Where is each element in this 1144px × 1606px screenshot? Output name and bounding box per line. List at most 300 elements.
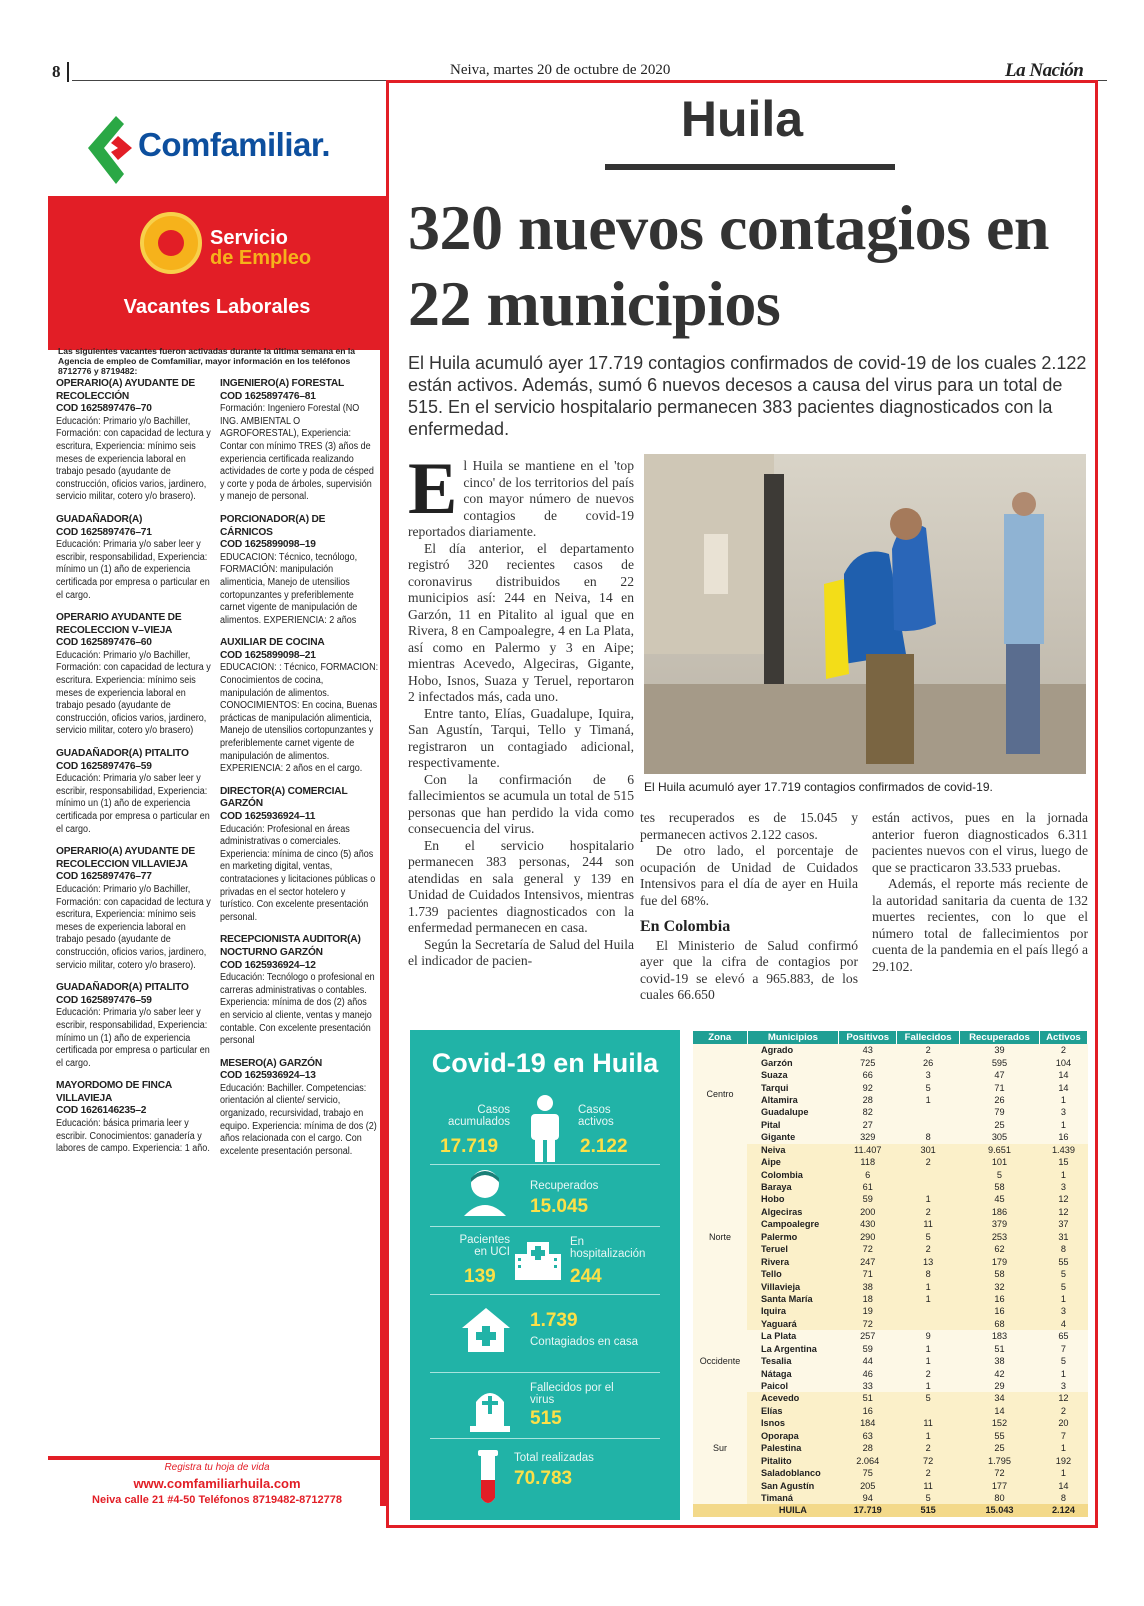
municipality-cell: Pitalito [747,1454,839,1466]
recovered-value: 15.045 [530,1196,589,1217]
value-cell: 28 [839,1094,897,1106]
table-row [693,1106,1088,1118]
icu-label: Pacientes en UCI [459,1234,510,1258]
job-title: MESERO(A) GARZÓN [220,1057,323,1069]
value-cell: 8 [897,1268,960,1280]
table-header-row [693,1031,1088,1044]
job-title: GUADAÑADOR(A) PITALITO [56,982,189,994]
job-desc: Educación: Primaria y/o saber leer y escribir, responsabilidad, Experiencia: mínimo un (1) año de experiencia certificada por empresa o particular en el cargo. [56,773,210,835]
value-cell: 5 [897,1492,960,1504]
infographic-divider [430,1294,660,1295]
job-title: GUADAÑADOR(A) PITALITO [56,748,189,760]
hospital-building-icon [513,1240,563,1280]
value-cell: 1 [1039,1094,1087,1106]
job-listing [220,637,378,776]
value-cell: 19 [839,1305,897,1317]
value-cell: 11 [897,1218,960,1230]
table-row [693,1206,1088,1218]
job-listing [56,514,214,602]
job-desc: Educación: Primario y/o Bachiller, Formación: con capacidad de lectura y escritura. Experiencia: mínimo seis meses de experiencia laboral en trabajo pesado (ayudante de construcción, oficios varios, jardinero, servicio militar, cotero y/o brasero) [56,649,211,737]
table-row [693,1280,1088,1292]
value-cell: 5 [1039,1280,1087,1292]
municipality-cell: Campoalegre [747,1218,839,1230]
job-code: COD 1625936924–12 [220,959,316,971]
value-cell: 7 [1039,1343,1087,1355]
value-cell: 1 [897,1094,960,1106]
value-cell: 200 [839,1206,897,1218]
table-row [693,1305,1088,1317]
value-cell: 2 [897,1156,960,1168]
job-desc: Educación: Primario y/o Bachiller, Formación: con capacidad de lectura y escritura, Experiencia: mínimo seis meses de experiencia laboral en trabajo pesado (ayudante de construcción, oficios varios, jardinero, servicio militar, cotero y/o brasero). [56,415,211,503]
vacancies-title: Vacantes Laborales [123,296,311,318]
value-cell: 62 [960,1243,1040,1255]
article-column-1 [408,448,634,970]
value-cell: 11 [897,1479,960,1491]
municipality-cell: Hobo [747,1193,839,1205]
job-title: OPERARIO AYUDANTE DE RECOLECCION V–VIEJA [56,612,182,636]
municipality-cell: Aipe [747,1156,839,1168]
edition-date: Neiva, martes 20 de octubre de 2020 [450,62,671,78]
lead-paragraph: El Huila acumuló ayer 17.719 contagios confirmados de covid-19 de los cuales 2.122 están activos. Además, sumó 6 nuevos decesos a causa del virus para un total de 515. En el servicio hospitalario permanecen 383 pacientes diagnosticados con la enfermedad. [408,353,1087,439]
value-cell: 71 [960,1081,1040,1093]
hospitalization-value: 244 [570,1266,602,1287]
value-cell: 51 [960,1343,1040,1355]
body-paragraph: tes recuperados es de 15.045 y permanecen activos 2.122 casos. [640,810,858,842]
service-title-line1: Servicio [210,227,288,249]
value-cell: 72 [839,1318,897,1330]
table-row [693,1318,1088,1330]
table-row [693,1255,1088,1267]
table-row [693,1467,1088,1479]
infographic-divider [430,1226,660,1227]
job-desc: Formación: Ingeniero Forestal (NO ING. AMBIENTAL O AGROFORESTAL), Experiencia: Contar con mínimo TRES (3) años de experiencia certificada realizando actividades de corte y poda de césped y corte y poda de árboles, supervisión y manejo de personal. [220,403,374,503]
value-cell: 72 [897,1454,960,1466]
value-cell: 92 [839,1081,897,1093]
job-title: MAYORDOMO DE FINCA VILLAVIEJA [56,1080,172,1104]
municipality-cell: Paicol [747,1380,839,1392]
job-title: INGENIERO(A) FORESTAL [220,378,345,389]
table-header: Municipios [747,1031,839,1044]
value-cell: 152 [960,1417,1040,1429]
value-cell: 38 [960,1355,1040,1367]
value-cell: 45 [960,1193,1040,1205]
value-cell: 26 [897,1056,960,1068]
value-cell: 7 [1039,1430,1087,1442]
value-cell: 1 [1039,1467,1087,1479]
municipality-cell: Altamira [747,1094,839,1106]
job-listing [220,514,378,627]
job-listing [220,934,378,1047]
value-cell: 14 [1039,1479,1087,1491]
value-cell: 1 [897,1430,960,1442]
value-cell: 2 [1039,1405,1087,1417]
table-row [693,1044,1088,1056]
value-cell: 16 [839,1405,897,1417]
value-cell: 12 [1039,1193,1087,1205]
value-cell: 12 [1039,1206,1087,1218]
municipality-cell: Colombia [747,1168,839,1180]
table-header: Recuperados [960,1031,1040,1044]
value-cell: 72 [839,1243,897,1255]
municipality-cell: Acevedo [747,1392,839,1404]
value-cell: 1 [1039,1442,1087,1454]
table-row [693,1168,1088,1180]
body-paragraph: Además, el reporte más reciente de la autoridad sanitaria da cuenta de 132 muertes recientes, con lo que el número total de fallecimientos por cuenta de la pandemia en el país llegó a 29.102. [872,876,1088,974]
value-cell: 72 [960,1467,1040,1479]
zone-cell: Sur [693,1392,747,1504]
job-title: RECEPCIONISTA AUDITOR(A) NOCTURNO GARZÓN [220,934,361,958]
value-cell: 29 [960,1380,1040,1392]
value-cell: 1 [1039,1168,1087,1180]
table-row [693,1380,1088,1392]
article-column-2 [640,810,858,1004]
body-paragraph: En el servicio hospitalario permanecen 383 personas, 244 son atendidas en sala general y 139 en Unidad de Cuidados Intensivos, mientras 1.739 pacientes diagnosticados con la enfermedad permanecen en casa. [408,837,634,935]
job-listing [56,846,214,972]
total-value-cell: 15.043 [960,1504,1040,1516]
home-cases-value: 1.739 [530,1310,578,1331]
value-cell: 1 [897,1343,960,1355]
headline: 320 nuevos contagios en 22 municipios [408,192,1049,339]
table-row [693,1144,1088,1156]
value-cell: 1 [1039,1119,1087,1131]
deaths-label: Fallecidos por el virus [530,1382,614,1406]
job-title: DIRECTOR(A) COMERCIAL GARZÓN [220,785,348,810]
job-code: COD 1625897476–70 [56,403,152,415]
home-cases-label: Contagiados en casa [530,1336,639,1348]
table-row [693,1442,1088,1454]
value-cell: 14 [1039,1069,1087,1081]
value-cell: 26 [960,1094,1040,1106]
infographic-title: Covid-19 en Huila [431,1048,659,1078]
job-desc: Educación: Profesional en áreas administrativas o comerciales. Experiencia: mínima de cinco (5) años en marketing digital, ventas, contrataciones y licitaciones públicas o privadas en el sector hotelero y turístico. Con excelente presentación personal. [220,823,376,923]
table-row [693,1069,1088,1081]
value-cell: 2 [897,1206,960,1218]
value-cell: 63 [839,1430,897,1442]
municipality-cell: Tesalia [747,1355,839,1367]
value-cell: 14 [1039,1081,1087,1093]
value-cell [897,1168,960,1180]
value-cell: 301 [897,1144,960,1156]
municipality-cell: Palermo [747,1231,839,1243]
municipality-cell: Gigante [747,1131,839,1143]
home-icon [460,1306,512,1354]
value-cell: 5 [1039,1268,1087,1280]
total-value-cell: 2.124 [1039,1504,1087,1516]
vacancies-left-column [56,378,214,1166]
table-row [693,1081,1088,1093]
tests-value: 70.783 [514,1468,573,1489]
infographic-divider [430,1438,660,1439]
value-cell [897,1106,960,1118]
value-cell: 68 [960,1318,1040,1330]
total-value-cell: 515 [897,1504,960,1516]
value-cell: 14 [960,1405,1040,1417]
table-row [693,1119,1088,1131]
recovered-person-icon [462,1168,508,1216]
value-cell: 11.407 [839,1144,897,1156]
value-cell: 39 [960,1044,1040,1056]
value-cell: 8 [1039,1243,1087,1255]
job-desc: Educación: Tecnólogo o profesional en carreras administrativas o contables. Experiencia: mínima de dos (2) años en servicio al cliente, ventas y manejo contable. Con excelente presentación personal [220,972,375,1047]
job-code: COD 1625897476–60 [56,637,152,649]
job-listing [56,1080,214,1156]
table-header: Fallecidos [897,1031,960,1044]
table-row [693,1330,1088,1342]
municipality-cell: San Agustín [747,1479,839,1491]
municipality-cell: Algeciras [747,1206,839,1218]
table-row [693,1293,1088,1305]
table-row [693,1405,1088,1417]
municipality-cell: Isnos [747,1417,839,1429]
total-value-cell: 17.719 [839,1504,897,1516]
table-row [693,1243,1088,1255]
value-cell: 3 [1039,1305,1087,1317]
value-cell: 71 [839,1268,897,1280]
job-title: AUXILIAR DE COCINA [220,637,325,649]
comfamiliar-logo-text: Comfamiliar. [138,126,331,163]
value-cell: 1 [897,1380,960,1392]
value-cell: 28 [839,1442,897,1454]
value-cell: 253 [960,1231,1040,1243]
table-row [693,1392,1088,1404]
municipality-cell: Neiva [747,1144,839,1156]
table-header: Activos [1039,1031,1087,1044]
value-cell: 1 [897,1280,960,1292]
value-cell: 82 [839,1106,897,1118]
value-cell: 18 [839,1293,897,1305]
table-row [693,1454,1088,1466]
job-code: COD 1625899098–21 [220,649,316,661]
value-cell: 3 [1039,1106,1087,1118]
value-cell: 9 [897,1330,960,1342]
job-code: COD 1625897476–59 [56,760,152,772]
value-cell: 247 [839,1255,897,1267]
value-cell: 44 [839,1355,897,1367]
value-cell: 75 [839,1467,897,1479]
section-title: Huila [680,91,804,147]
value-cell: 595 [960,1056,1040,1068]
table-row [693,1181,1088,1193]
job-title: PORCIONADOR(A) DE CÁRNICOS [220,513,326,538]
value-cell: 6 [839,1168,897,1180]
test-tube-icon [476,1450,500,1508]
deaths-value: 515 [530,1408,562,1429]
value-cell: 94 [839,1492,897,1504]
value-cell: 31 [1039,1231,1087,1243]
job-title: OPERARIO(A) AYUDANTE DE RECOLECCIÓN [56,378,195,402]
municipality-cell: La Plata [747,1330,839,1342]
newspaper-brand: La Nación [1005,60,1084,81]
value-cell [897,1119,960,1131]
table-header: Zona [693,1031,747,1044]
comfamiliar-logo-icon [78,110,144,190]
municipality-cell: Baraya [747,1181,839,1193]
value-cell: 55 [1039,1255,1087,1267]
value-cell: 4 [1039,1318,1087,1330]
value-cell: 51 [839,1392,897,1404]
municipality-cell: Nátaga [747,1367,839,1379]
value-cell: 20 [1039,1417,1087,1429]
job-code: COD 1625899098–19 [220,539,316,551]
body-paragraph: Según la Secretaría de Salud del Huila el indicador de pacien- [408,936,634,968]
value-cell: 1 [1039,1367,1087,1379]
value-cell: 32 [960,1280,1040,1292]
job-title: GUADAÑADOR(A) [56,513,143,525]
value-cell: 25 [960,1442,1040,1454]
value-cell: 15 [1039,1156,1087,1168]
value-cell: 2.064 [839,1454,897,1466]
value-cell: 5 [960,1168,1040,1180]
job-title: OPERARIO(A) AYUDANTE DE RECOLECCION VILLAVIEJA [56,846,195,870]
zone-cell: Occidente [693,1330,747,1392]
value-cell: 11 [897,1417,960,1429]
municipality-cell: Teruel [747,1243,839,1255]
job-code: COD 1625897476–81 [220,390,316,402]
dropcap: E [408,448,458,530]
job-listing [56,748,214,836]
value-cell [897,1405,960,1417]
value-cell: 34 [960,1392,1040,1404]
value-cell: 1.439 [1039,1144,1087,1156]
job-code: COD 1625897476–71 [56,526,152,538]
ad-footer-contact: Neiva calle 21 #4-50 Teléfonos 8719482-8712778 [92,1494,342,1506]
table-row [693,1492,1088,1504]
active-cases-value: 2.122 [580,1136,628,1157]
value-cell: 118 [839,1156,897,1168]
zone-cell: Centro [693,1044,747,1144]
municipality-cell: Timaná [747,1492,839,1504]
table-row [693,1156,1088,1168]
value-cell [897,1318,960,1330]
job-listing [56,982,214,1070]
value-cell: 5 [897,1392,960,1404]
value-cell: 1.795 [960,1454,1040,1466]
table-header: Positivos [839,1031,897,1044]
body-paragraph: están activos, pues en la jornada anterior fueron diagnosticados 6.311 pacientes nuevos con el virus, luego de que se practicaron 33.533 pruebas. [872,810,1088,875]
job-code: COD 1625897476–59 [56,994,152,1006]
value-cell: 379 [960,1218,1040,1230]
section-rule [605,164,895,170]
municipality-cell: Saladoblanco [747,1467,839,1479]
municipality-cell: Pital [747,1119,839,1131]
value-cell: 2 [897,1243,960,1255]
municipality-cell: Rivera [747,1255,839,1267]
body-paragraph: El día anterior, el departamento registró 320 recientes casos de coronavirus distribuidos en 22 municipios así: 244 en Neiva, 14 en Garzón, 11 en Pitalito al igual que en Rivera, 8 en Campoalegre, 4 en La Plata, así como en Palermo y 3 en Aipe; mientras Acevedo, Algeciras, Gigante, Hobo, Isnos, Suaza y Teruel, reportaron 2 infectados más, cada uno. [408,540,634,704]
job-desc: EDUCACION: Técnico, tecnólogo, FORMACIÓN: manipulación alimenticia, Manejo de utensilios cortopunzantes y preferiblemente carnet vigente de manipulación de alimentos. EXPERIENCIA: 2 años [220,551,358,626]
value-cell: 1 [897,1293,960,1305]
table-row [693,1193,1088,1205]
value-cell: 58 [960,1268,1040,1280]
municipality-table [693,1031,1088,1517]
employment-service-banner [48,196,386,350]
table-row [693,1417,1088,1429]
table-body [693,1044,1088,1517]
value-cell: 55 [960,1430,1040,1442]
value-cell: 58 [960,1181,1040,1193]
subheading: En Colombia [640,918,731,935]
value-cell: 61 [839,1181,897,1193]
body-paragraph: l Huila se mantiene en el 'top cinco' de los territorios del país con mayor número de nuevos contagios de covid-19 reportados diariamente. [408,458,634,539]
service-title-line2: de Empleo [210,247,312,269]
employment-badge-icon [140,212,202,274]
value-cell: 5 [897,1081,960,1093]
value-cell: 8 [1039,1492,1087,1504]
table-row [693,1479,1088,1491]
municipality-cell: Iquira [747,1305,839,1317]
municipality-cell: Villavieja [747,1280,839,1292]
value-cell: 37 [1039,1218,1087,1230]
zone-cell [693,1504,747,1516]
job-listing [56,612,214,738]
value-cell: 3 [897,1069,960,1081]
total-label-cell: HUILA [747,1504,839,1516]
value-cell: 329 [839,1131,897,1143]
job-desc: Educación: Primario y/o Bachiller, Formación: con capacidad de lectura y escritura, Experiencia: mínimo seis meses de experiencia laboral en trabajo pesado (ayudante de construcción, oficios varios, jardinero, servicio militar, cotero y/o brasero). [56,883,211,971]
value-cell: 47 [960,1069,1040,1081]
value-cell: 2 [897,1442,960,1454]
tests-label: Total realizadas [514,1452,594,1464]
municipality-cell: Garzón [747,1056,839,1068]
value-cell: 2 [897,1467,960,1479]
covid-infographic [410,1030,680,1520]
job-code: COD 1626146235–2 [56,1105,147,1117]
value-cell: 59 [839,1193,897,1205]
table-row [693,1268,1088,1280]
ad-footer-url[interactable]: www.comfamiliarhuila.com [133,1476,301,1491]
value-cell: 5 [1039,1355,1087,1367]
job-desc: Educación: Primaria y/o saber leer y escribir, responsabilidad, Experiencia: mínimo un (1) año de experiencia certificada por empresa o particular en el cargo. [56,539,210,601]
table-total-row [693,1504,1088,1516]
zone-cell: Norte [693,1144,747,1331]
value-cell: 1 [897,1355,960,1367]
table-row [693,1355,1088,1367]
hospitalization-label: En hospitalización [570,1236,646,1260]
value-cell: 1 [1039,1293,1087,1305]
job-listing [220,378,378,504]
value-cell: 42 [960,1367,1040,1379]
value-cell: 46 [839,1367,897,1379]
municipality-cell: Tello [747,1268,839,1280]
job-code: COD 1625936924–13 [220,1070,316,1082]
vacancies-intro: Las siguientes vacantes fueron activadas durante la última semana en la Agencia de empleo de Comfamiliar, mayor información en los teléfonos 8712776 y 8719482: [58,346,356,376]
value-cell: 43 [839,1044,897,1056]
table-row [693,1343,1088,1355]
infographic-divider [430,1372,660,1373]
table-row [693,1367,1088,1379]
municipality-cell: Suaza [747,1069,839,1081]
value-cell: 80 [960,1492,1040,1504]
value-cell: 257 [839,1330,897,1342]
table-row [693,1430,1088,1442]
body-paragraph: De otro lado, el porcentaje de ocupación de Unidad de Cuidados Intensivos para el día de ayer en Huila fue del 68%. [640,843,858,908]
value-cell: 5 [897,1231,960,1243]
table-row [693,1094,1088,1106]
recovered-label: Recuperados [530,1180,599,1192]
job-listing [56,378,214,504]
job-desc: Educación: Bachiller. Competencias: orientación al cliente/ servicio, organizado, recursividad, trabajo en equipo. Experiencia: mínima de dos (2) años relacionada con el cargo. Con excelente presentación personal. [220,1082,377,1157]
municipality-cell: Yaguará [747,1318,839,1330]
job-desc: EDUCACIÓN: : Técnico, FORMACIÓN: Conocimientos de cocina, manipulación de alimentos. CONOCIMIENTOS: En cocina, Buenas prácticas de manipulación alimenticia, Manejo de utensilios cortopunzantes y preferiblemente carnet vigente de manipulación de alimentos. EXPERIENCIA: 2 años en el cargo. [220,662,379,775]
value-cell: 3 [1039,1380,1087,1392]
value-cell: 16 [960,1305,1040,1317]
municipality-cell: Oporapa [747,1430,839,1442]
value-cell: 8 [897,1131,960,1143]
job-code: COD 1625897476–77 [56,871,152,883]
accumulated-cases-label: Casos acumulados [447,1104,510,1128]
value-cell: 2 [897,1367,960,1379]
value-cell: 66 [839,1069,897,1081]
municipality-cell: Tarqui [747,1081,839,1093]
